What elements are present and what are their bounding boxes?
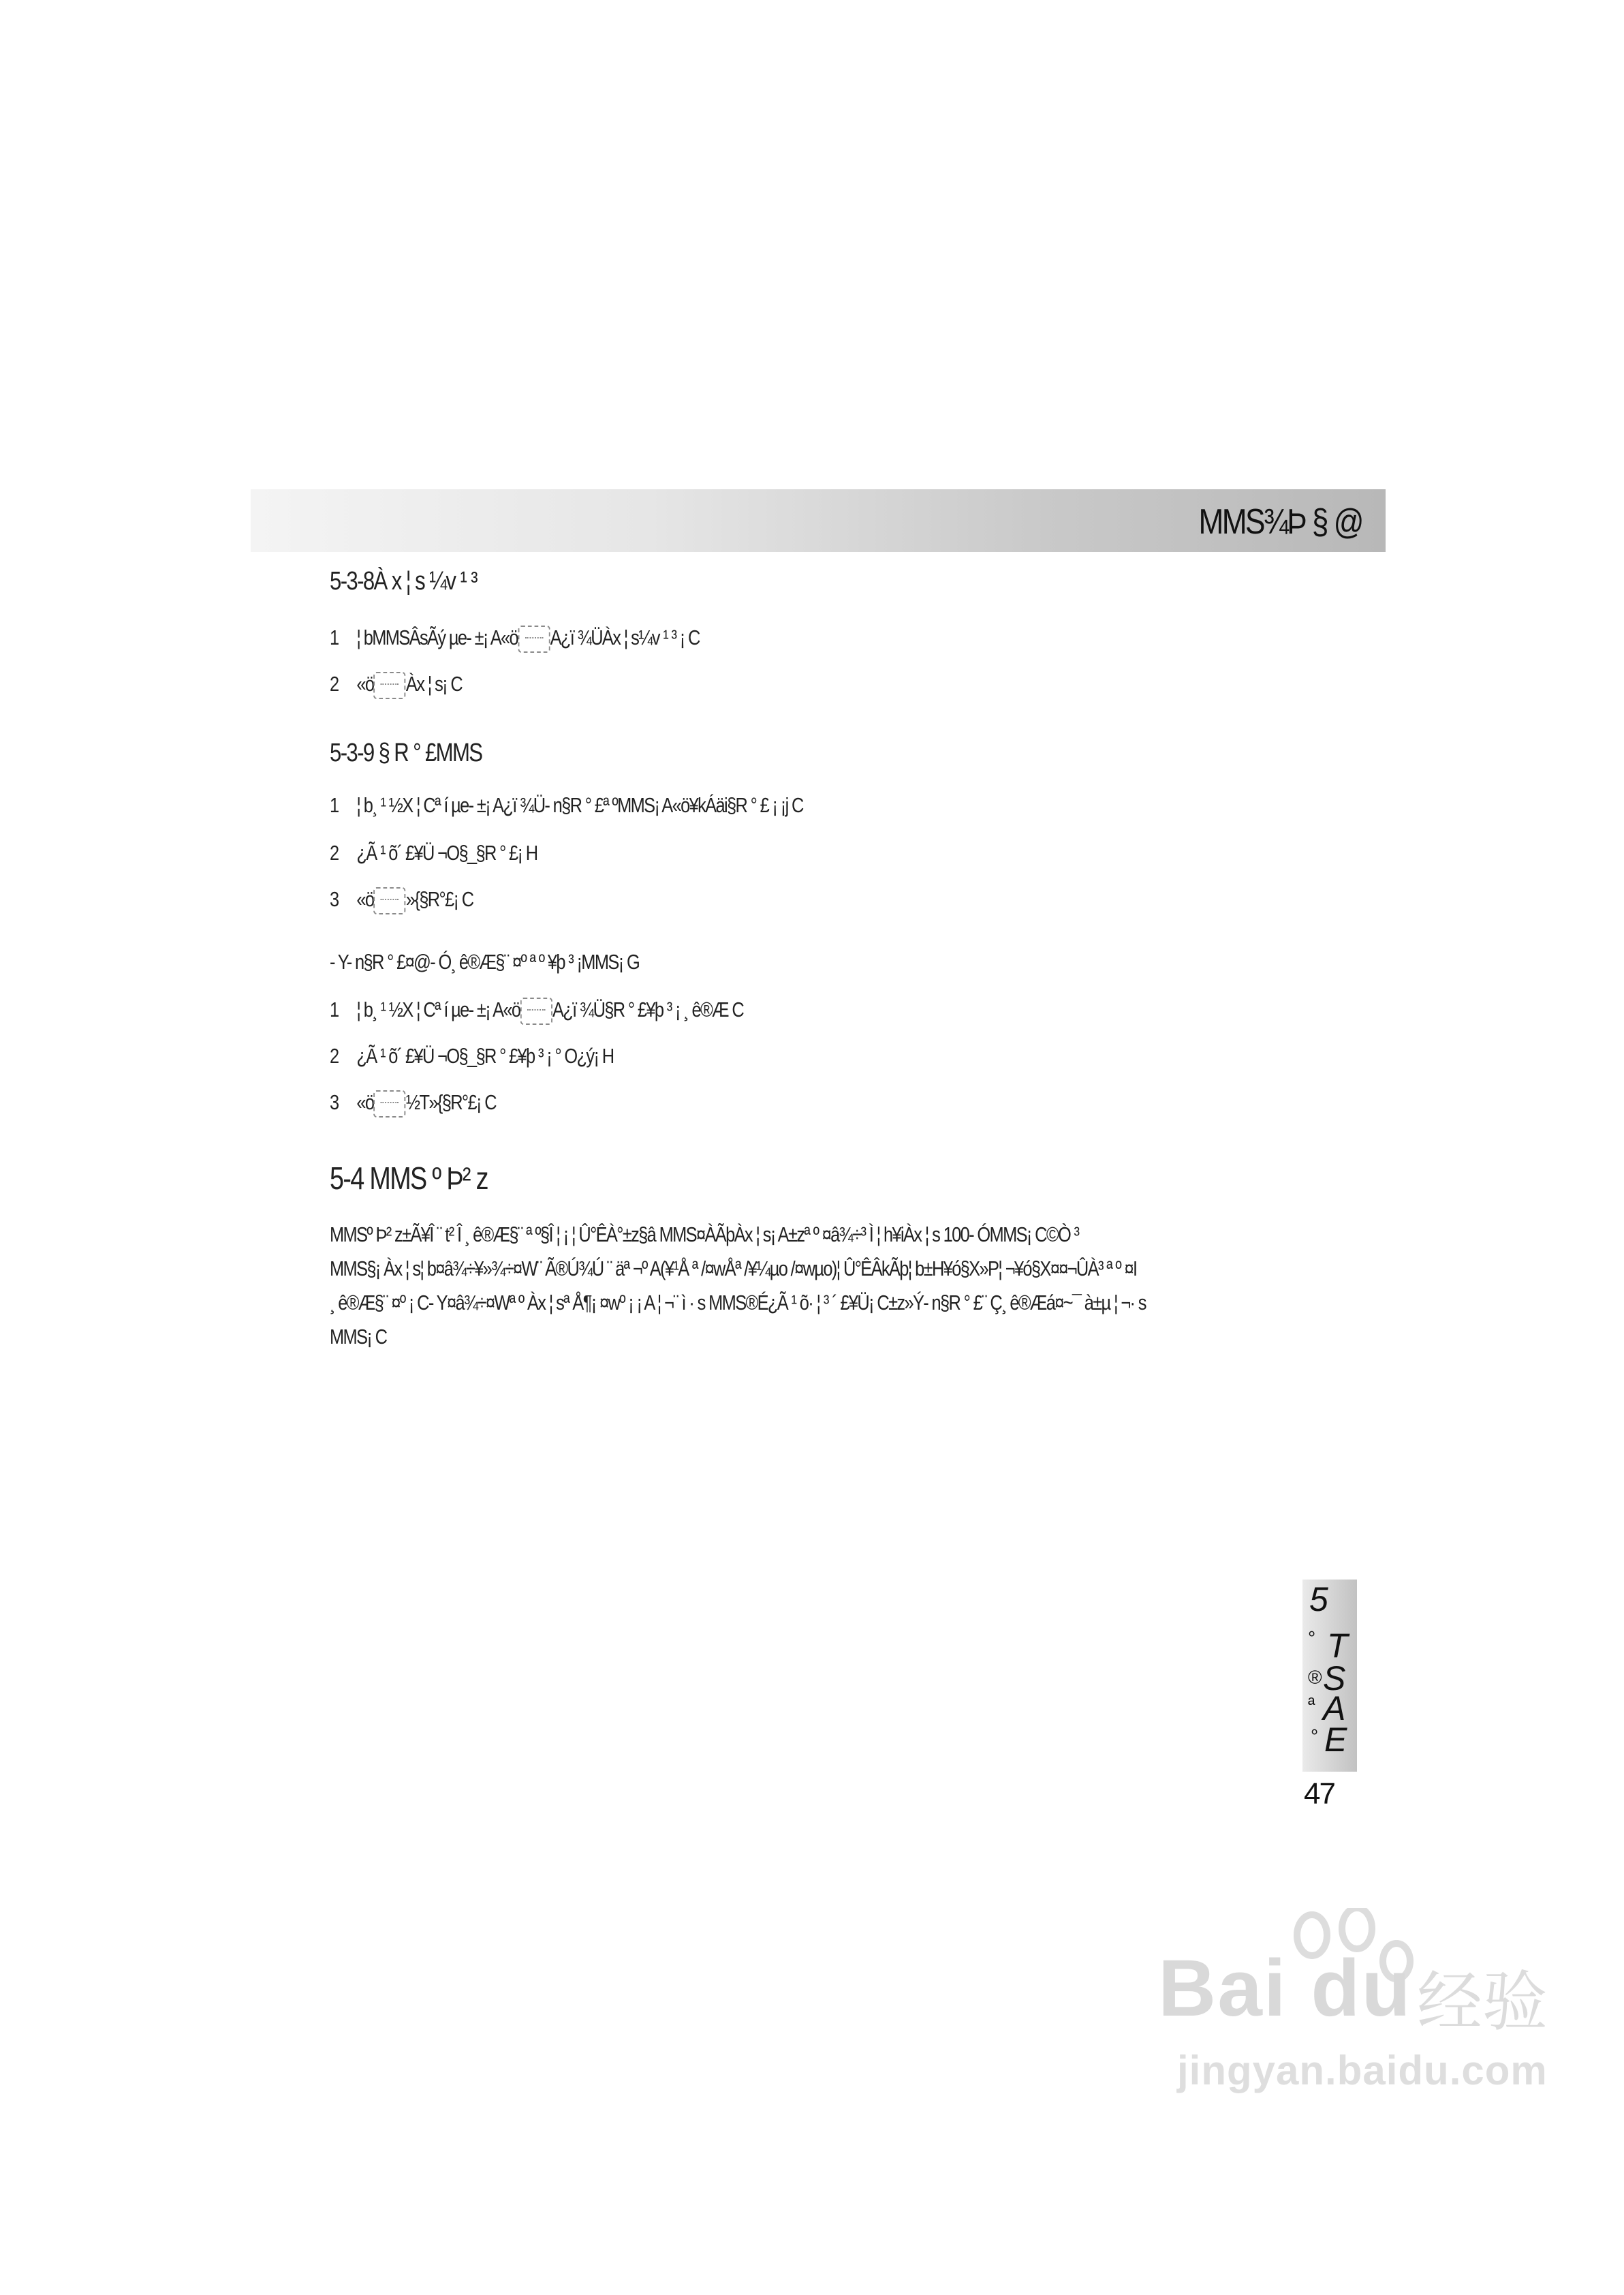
step-number: 2 [330, 1044, 339, 1068]
tab-glyph: T [1327, 1627, 1348, 1665]
step-text: «ö [356, 672, 374, 696]
watermark-brand: Bai du [1158, 1943, 1412, 2033]
step-5-3-8-1 [330, 626, 700, 653]
key-icon [374, 672, 406, 699]
step-text: ¿Ã ¹ õ´ £¥Ü ¬O§_§R ° £¥þ ³ ¡ ° O¿ý¡ H [356, 1044, 614, 1068]
step-5-3-9-b1 [330, 998, 743, 1025]
step-number: 3 [330, 887, 339, 912]
chapter-title: MMS¾Þ § @ [1198, 502, 1362, 542]
step-text: »{§R°£¡ C [405, 887, 473, 912]
step-text: «ö [356, 1090, 374, 1115]
section-heading-5-3-9: 5-3-9 § R ° £MMS [330, 739, 482, 767]
tab-mark: ° [1311, 1725, 1319, 1746]
tab-mark: ° [1308, 1627, 1316, 1648]
tab-mark: ª [1308, 1694, 1315, 1715]
chapter-number: 5 [1309, 1580, 1328, 1618]
step-text: Àx ¦ s¡ C [405, 672, 463, 696]
step-number: 1 [330, 793, 339, 817]
step-text: «ö [356, 887, 374, 912]
key-icon [374, 1090, 406, 1118]
tab-glyph: E [1324, 1721, 1347, 1759]
step-text: ¦ b¸ ¹ ½X ¦ Cª í µe- ±¡ A«ö [356, 998, 520, 1022]
step-number: 1 [330, 998, 339, 1022]
step-5-3-8-2 [330, 672, 462, 699]
paragraph-line: MMS§¡ Àx ¦ s¦ b¤â¾÷¥»¾÷¤W¨ Ã®Ú¾Ú ¨ äª ¬º A(¥¹Å ª /¤wÅª /¥¼µo /¤wµo)¦ Û°ÊÂkÃþ¦ b±H¥ó§X»P¦ ¬¥ó§X¤¤¬ÛÀ³ ª º ¤I [330, 1257, 1137, 1280]
section-heading-5-3-8: 5-3-8À x ¦ s ¼v ¹ ³ [330, 567, 477, 596]
step-5-3-9-b2 [330, 1044, 613, 1068]
chapter-header-bar [251, 489, 1386, 552]
watermark-url: jingyan.baidu.com [1177, 2048, 1548, 2093]
paragraph-line: ¸ ê®Æ§¨ ¤º ¡ C- Y¤â¾÷¤Wª º Àx ¦ sª Å¶¡ ¤wº ¡ ¡ A ¦ ¬¨ ì · s MMS®É¿Ã ¹ õ· ¦ ³ ´ £¥Ü¡ C±z»Ý- n§R ° £¨ Ç¸ ê®Æá¤~¯ à±µ ¦ ¬· s [330, 1291, 1146, 1314]
step-text: ¦ bMMSÂsÃý µe- ±¡ A«ö [356, 626, 518, 650]
step-5-3-9-3 [330, 887, 473, 914]
note-delete-all: - Y- n§R ° £¤@- Ó¸ ê®Æ§¨ ¤º ª º ¥þ ³ ¡MMS¡ G [330, 950, 640, 974]
tab-mark: ® [1308, 1667, 1322, 1688]
step-5-3-9-1 [330, 793, 803, 818]
key-icon [520, 998, 552, 1025]
step-text: A¿ï ¾Ü§R ° £¥þ ³ ¡ ¸ ê®Æ C [552, 998, 744, 1022]
chapter-side-tab [1302, 1580, 1357, 1772]
tab-glyph: S [1323, 1659, 1346, 1697]
key-icon [518, 626, 550, 653]
step-number: 3 [330, 1090, 339, 1115]
step-text: A¿ï ¾ÜÀx ¦ s¼v ¹ ³ ¡ C [550, 626, 700, 650]
step-5-3-9-2 [330, 841, 537, 865]
tab-glyph: A [1323, 1689, 1346, 1727]
step-number: 1 [330, 626, 339, 650]
watermark-cn: 经验 [1417, 1966, 1548, 2039]
step-number: 2 [330, 672, 339, 696]
step-5-3-9-b3 [330, 1090, 496, 1118]
key-icon [374, 887, 406, 914]
paragraph-line: MMS¡ C [330, 1325, 387, 1349]
step-number: 2 [330, 841, 339, 865]
page-number: 47 [1304, 1777, 1334, 1811]
paragraph-line: MMSº Þ² z±Ã¥Î ¨ t² Î ¸ ê®Æ§¨ ª º§Î ¦ ¡ ¦ Û°ÊÀ°±z§â MMS¤ÀÃþÀx ¦ s¡ A±zª º ¤â¾÷³ Ì ¦ h¥iÀx ¦ s 100- ÓMMS¡ C©Ò ³ [330, 1222, 1079, 1246]
step-text: ½T»{§R°£¡ C [405, 1090, 496, 1115]
step-text: ¿Ã ¹ õ´ £¥Ü ¬O§_§R ° £¡ H [356, 841, 537, 865]
step-text: ¦ b¸ ¹ ½X ¦ Cª í µe- ±¡ A¿ï ¾Ü- n§R ° £ª ºMMS¡ A«ö¥kÁäi§R ° £ ¡ ¡j C [356, 793, 803, 817]
section-heading-5-4: 5-4 MMS º Þ² z [330, 1160, 488, 1196]
